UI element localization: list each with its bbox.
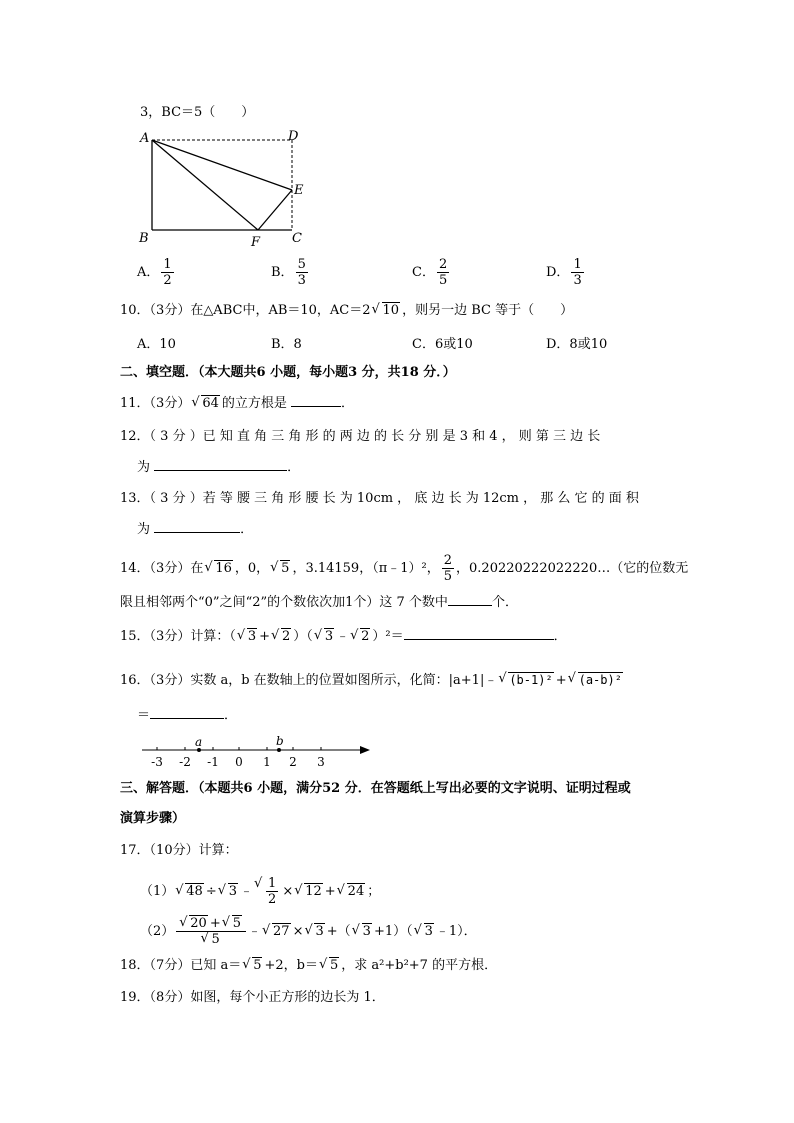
q10-stem: 10．（3分）在△ABC中，AB＝10，AC＝2√ 10 ，则另一边 BC 等于（ ） xyxy=(120,302,573,320)
q17-heading: 17．（10分）计算： xyxy=(120,843,238,858)
tick-m2: -2 xyxy=(179,755,191,769)
label-A: A xyxy=(140,131,150,146)
q17-part1: （1）√ 48 ÷√ 3 ﹣ √ $\frac{1}{2}$ ×√ 12 +√ 24 ； xyxy=(140,876,380,907)
q12-line1: 12．（ 3 分 ）已 知 直 角 三 角 形 的 两 边 的 长 分 别 是 3 和 4 ， 则 第 三 边 长 xyxy=(120,429,601,444)
label-C: C xyxy=(292,231,302,246)
label-F: F xyxy=(251,235,261,248)
tick-m3: -3 xyxy=(151,755,163,769)
tick-3: 3 xyxy=(317,755,325,769)
q13-answer-blank[interactable] xyxy=(154,520,240,533)
q12-line2: 为 ． xyxy=(137,460,301,475)
q12-answer-blank[interactable] xyxy=(154,458,287,471)
q13-line1: 13．（ 3 分 ）若 等 腰 三 角 形 腰 长 为 10cm ， 底 边 长 为 12cm ， 那 么 它 的 面 积 xyxy=(120,491,639,506)
q10-option-a: A．10 xyxy=(137,337,176,352)
q10-option-d: D．8或10 xyxy=(546,337,608,352)
q9-rectangle-figure xyxy=(130,128,320,248)
q13-line2: 为 ． xyxy=(137,522,254,537)
q16-answer-blank[interactable] xyxy=(150,706,224,719)
tick-1: 1 xyxy=(263,755,271,769)
q16-number-line xyxy=(140,734,380,770)
label-D: D xyxy=(288,129,299,144)
q19: 19．（8分）如图，每个小正方形的边长为 1． xyxy=(120,990,385,1005)
q15: 15．（3分）计算：（√ 3 +√ 2 ）（√ 3 ﹣√ 2 ）²＝ ． xyxy=(120,627,567,646)
q9-option-c: C． $\frac{2}{5}$ xyxy=(412,257,448,288)
q16-line1: 16．（3分）实数 a，b 在数轴上的位置如图所示，化简：|a+1|﹣√ (b-1)² +√ (a-b)² xyxy=(120,671,625,690)
point-a-label: a xyxy=(195,735,203,749)
tick-0: 0 xyxy=(235,755,243,769)
q9-option-d: D． $\frac{1}{3}$ xyxy=(546,257,582,288)
section3-heading-line1: 三、解答题．（本题共6 小题，满分52 分．在答题纸上写出必要的文字说明、证明过程或 xyxy=(120,781,631,796)
q16-line2: ＝ ． xyxy=(137,708,238,723)
section2-heading: 二、填空题．（本大题共6 小题，每小题3 分，共18 分．） xyxy=(120,365,456,380)
q14-line2: 限且相邻两个“0”之间“2”的个数依次加1个）这 7 个数中 个． xyxy=(120,595,518,610)
section3-heading-line2: 演算步骤） xyxy=(120,811,186,826)
point-b-label: b xyxy=(276,734,284,748)
q14-answer-blank[interactable] xyxy=(448,593,492,606)
q10-option-b: B．8 xyxy=(271,337,302,352)
q11: 11．（3分）√ 64 的立方根是 ． xyxy=(120,394,354,413)
q10-option-c: C．6或10 xyxy=(412,337,473,352)
q9-option-a: A． $\frac{1}{2}$ xyxy=(137,257,172,288)
q9-tail: 3，BC＝5（ ） xyxy=(140,105,255,120)
q17-part2: （2） √ 20 +√ 5 √ 5 ﹣√ 27 ×√ 3 +（√ 3 +1）（√ 3 ﹣1）． xyxy=(140,916,477,947)
q18: 18．（7分）已知 a＝√ 5 +2，b＝√ 5 ，求 a²+b²+7 的平方根． xyxy=(120,957,497,975)
tick-2: 2 xyxy=(289,755,297,769)
q15-answer-blank[interactable] xyxy=(404,627,554,640)
q9-option-b: B． $\frac{5}{3}$ xyxy=(271,257,306,288)
q14-line1: 14．（3分）在√ 16 ，0，√ 5 ，3.14159，（π﹣1）²， $\frac{2}{5}$ ，0.20220222022220…（它的位数无 xyxy=(120,553,688,584)
label-E: E xyxy=(294,183,304,198)
tick-m1: -1 xyxy=(207,755,219,769)
q11-answer-blank[interactable] xyxy=(291,394,341,407)
label-B: B xyxy=(139,231,149,246)
